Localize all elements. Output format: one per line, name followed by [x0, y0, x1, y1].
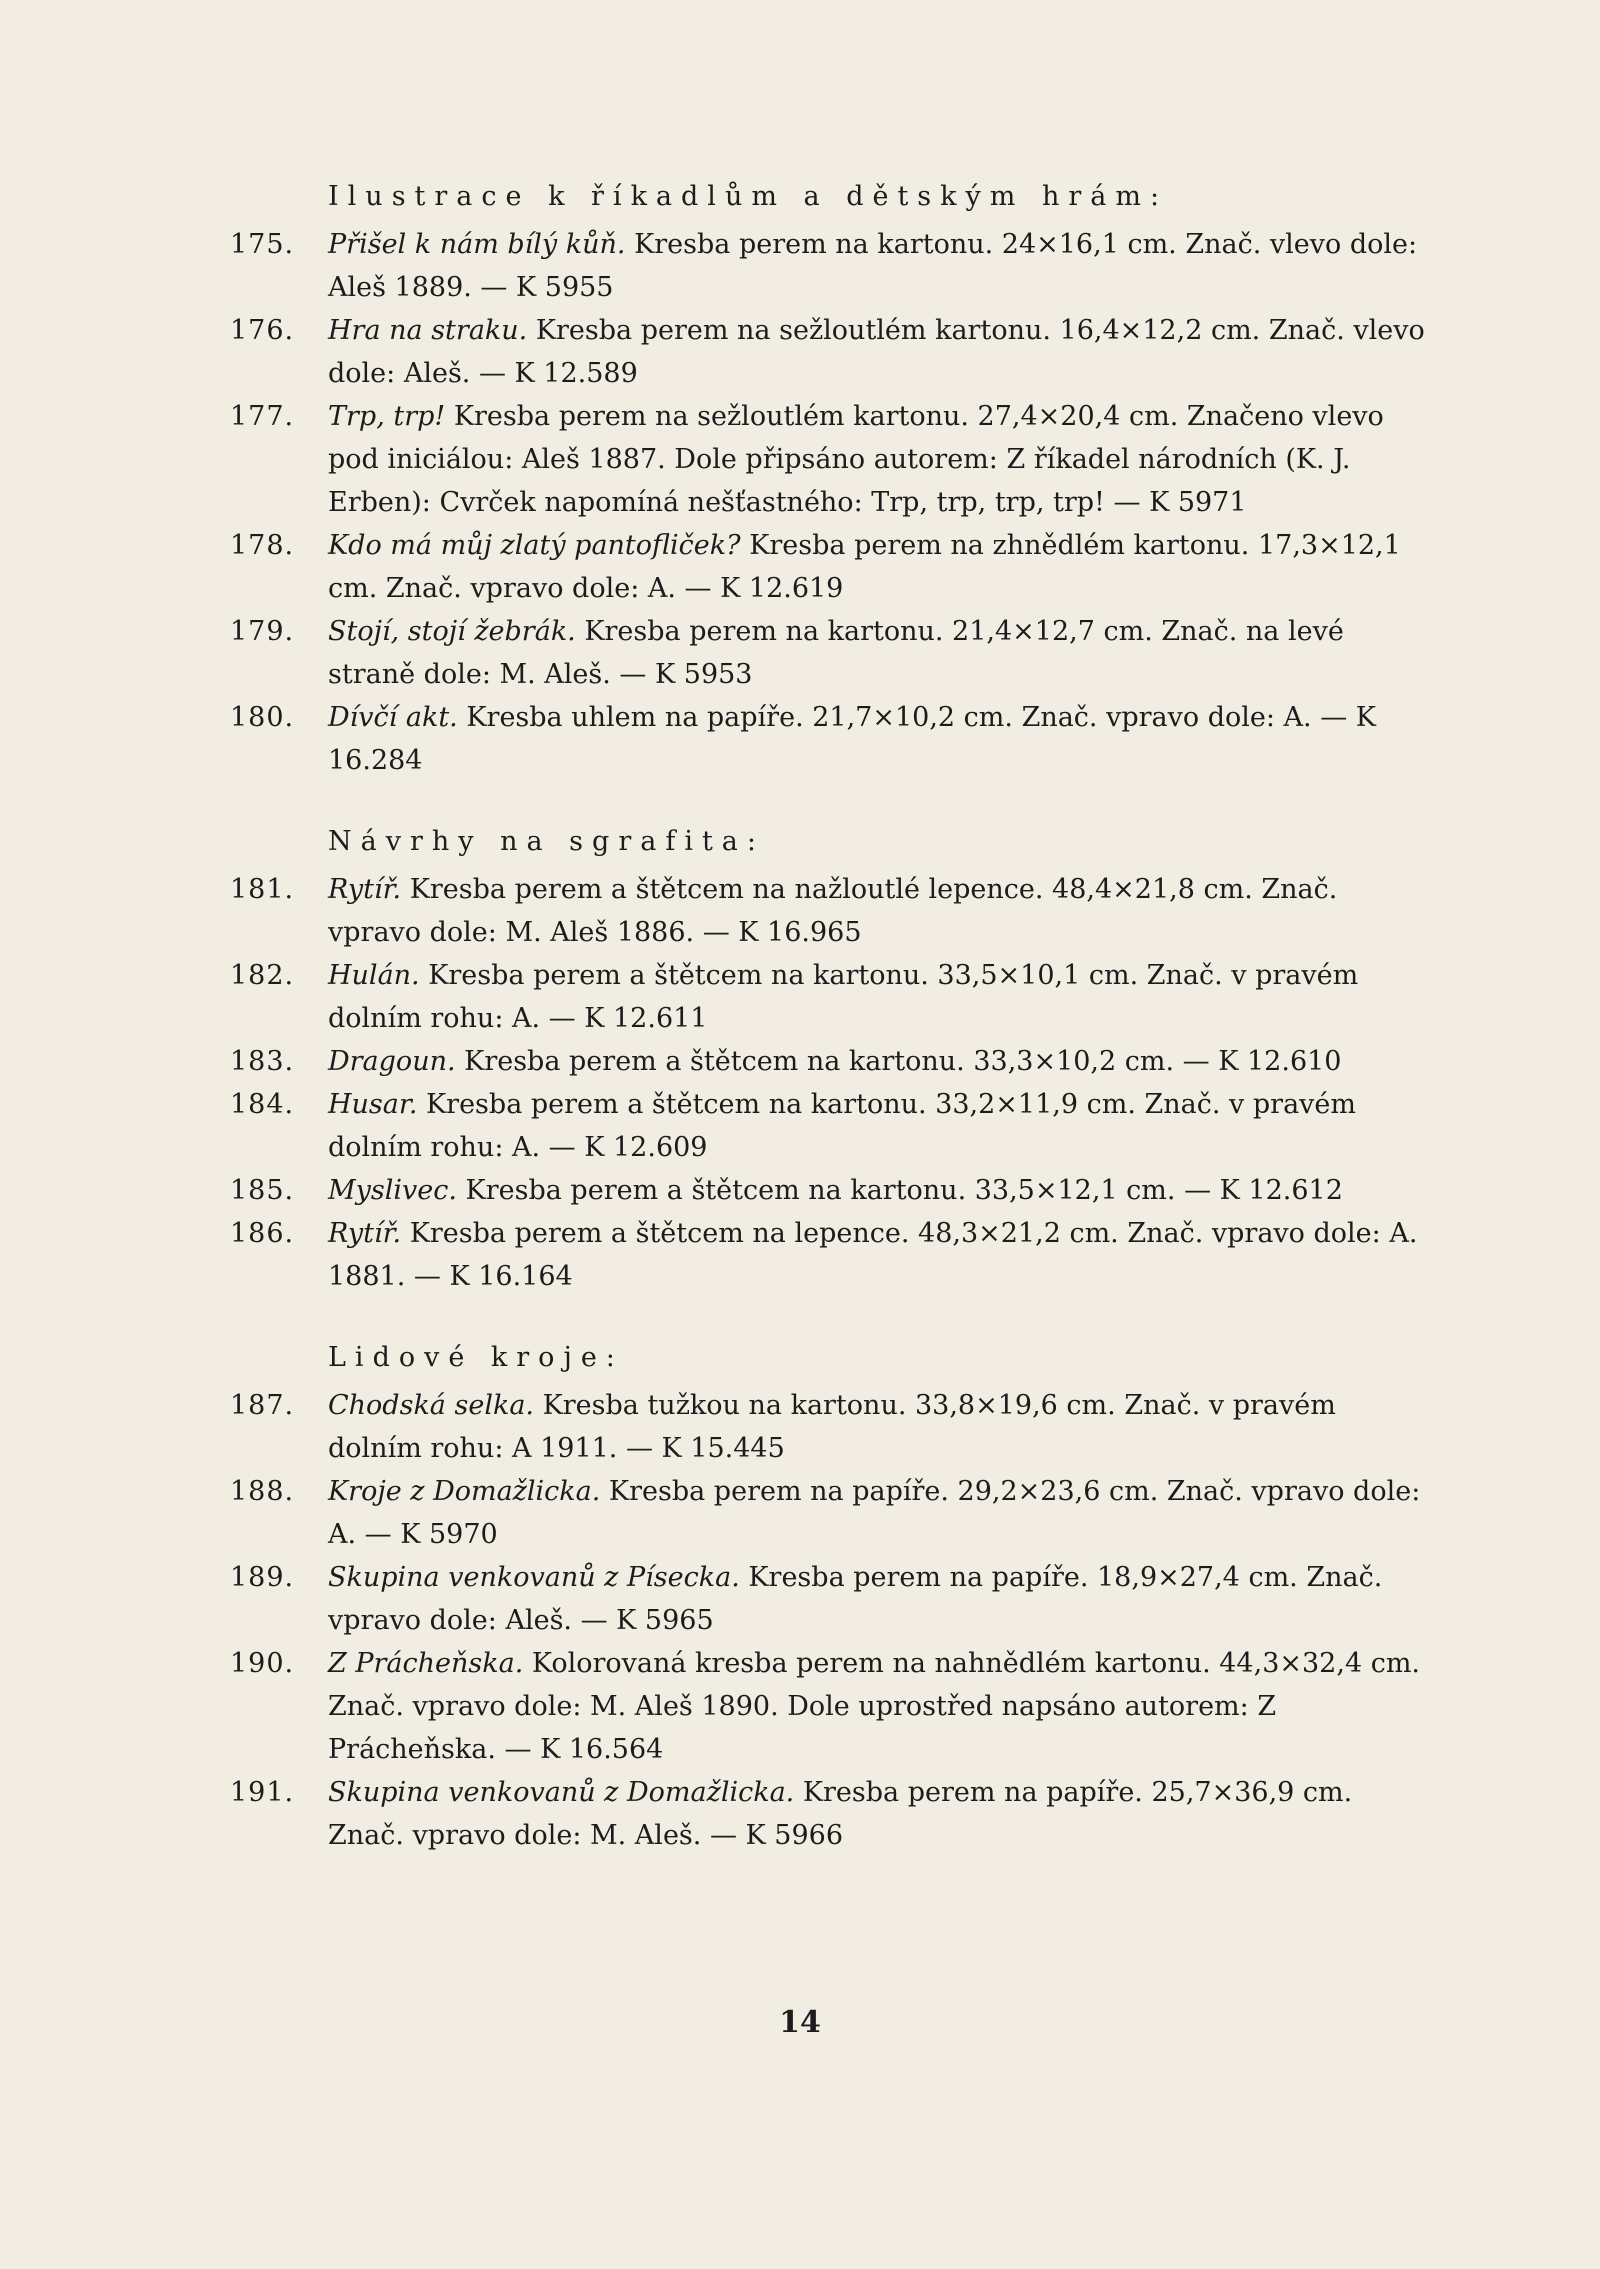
entry-title: Dragoun. — [328, 1046, 456, 1077]
page-number: 14 — [779, 2005, 821, 2040]
entry-text: Kresba perem na kartonu. 24×16,1 cm. Znač. vlevo dole: Aleš 1889. — K 5955 — [328, 229, 1418, 303]
entry-title: Stojí, stojí žebrák. — [328, 616, 576, 647]
entry-number: 175. — [230, 229, 295, 260]
entry-title: Z Prácheňska. — [328, 1648, 524, 1679]
entry-title: Chodská selka. — [328, 1390, 534, 1421]
entry-text: Kresba perem a štětcem na nažloutlé lepence. 48,4×21,8 cm. Znač. vpravo dole: M. Aleš 1886. — K 16.965 — [328, 874, 1338, 948]
catalog-entry — [230, 309, 1430, 395]
entry-title: Skupina venkovanů z Domažlicka. — [328, 1777, 795, 1808]
entry-text: Kolorovaná kresba perem na nahnědlém kartonu. 44,3×32,4 cm. Znač. vpravo dole: M. Aleš 1890. Dole uprostřed napsáno autorem: Z Prácheňska. — K 16.564 — [328, 1648, 1421, 1765]
catalog-entry — [230, 1384, 1430, 1470]
page-content — [230, 175, 1430, 1857]
entry-text: Kresba perem na sežloutlém kartonu. 16,4×12,2 cm. Znač. vlevo dole: Aleš. — K 12.589 — [328, 315, 1425, 389]
catalog-entry — [230, 223, 1430, 309]
entry-title: Skupina venkovanů z Písecka. — [328, 1562, 740, 1593]
catalog-entry — [230, 524, 1430, 610]
entry-title: Hulán. — [328, 960, 420, 991]
entry-number: 187. — [230, 1390, 295, 1421]
entry-title: Kdo má můj zlatý pantofliček? — [328, 530, 741, 561]
entry-number: 178. — [230, 530, 295, 561]
catalog-entry — [230, 1771, 1430, 1857]
entry-text: Kresba perem a štětcem na lepence. 48,3×21,2 cm. Znač. vpravo dole: A. 1881. — K 16.164 — [328, 1218, 1418, 1292]
entry-text: Kresba perem na papíře. 25,7×36,9 cm. Znač. vpravo dole: M. Aleš. — K 5966 — [328, 1777, 1353, 1851]
entry-text: Kresba perem na kartonu. 21,4×12,7 cm. Znač. na levé straně dole: M. Aleš. — K 5953 — [328, 616, 1344, 690]
entry-text: Kresba perem a štětcem na kartonu. 33,5×10,1 cm. Znač. v pravém dolním rohu: A. — K 12.611 — [328, 960, 1359, 1034]
catalog-entry — [230, 954, 1430, 1040]
entry-number: 183. — [230, 1046, 295, 1077]
entry-text: Kresba uhlem na papíře. 21,7×10,2 cm. Znač. vpravo dole: A. — K 16.284 — [328, 702, 1376, 776]
entry-title: Rytíř. — [328, 874, 402, 905]
entry-number: 180. — [230, 702, 295, 733]
entry-text: Kresba perem na sežloutlém kartonu. 27,4×20,4 cm. Značeno vlevo pod iniciálou: Aleš 1887. Dole připsáno autorem: Z říkadel národních (K. J. Erben): Cvrček napomíná nešťastného: Trp, trp, trp, trp! — K 5971 — [328, 401, 1384, 518]
entry-text: Kresba perem a štětcem na kartonu. 33,2×11,9 cm. Znač. v pravém dolním rohu: A. — K 12.609 — [328, 1089, 1357, 1163]
entry-title: Husar. — [328, 1089, 418, 1120]
entry-text: Kresba perem a štětcem na kartonu. 33,3×10,2 cm. — K 12.610 — [455, 1046, 1342, 1077]
entry-number: 176. — [230, 315, 295, 346]
entry-title: Přišel k nám bílý kůň. — [328, 229, 626, 260]
entry-title: Rytíř. — [328, 1218, 402, 1249]
entry-number: 189. — [230, 1562, 295, 1593]
catalog-entry — [230, 696, 1430, 782]
section-heading: Lidové kroje: — [328, 1342, 624, 1373]
entry-number: 179. — [230, 616, 295, 647]
section-heading: Ilustrace k říkadlům a dětským hrám: — [328, 181, 1169, 212]
entry-text: Kresba tužkou na kartonu. 33,8×19,6 cm. Znač. v pravém dolním rohu: A 1911. — K 15.445 — [328, 1390, 1336, 1464]
entry-title: Hra na straku. — [328, 315, 528, 346]
entry-number: 186. — [230, 1218, 295, 1249]
catalog-entry — [230, 1169, 1430, 1212]
entry-title: Dívčí akt. — [328, 702, 458, 733]
catalog-entry — [230, 1470, 1430, 1556]
catalog-entry — [230, 395, 1430, 524]
entry-title: Kroje z Domažlicka. — [328, 1476, 601, 1507]
entry-number: 185. — [230, 1175, 295, 1206]
entry-text: Kresba perem na zhnědlém kartonu. 17,3×12,1 cm. Znač. vpravo dole: A. — K 12.619 — [328, 530, 1401, 604]
entry-number: 181. — [230, 874, 295, 905]
catalog-entry — [230, 1083, 1430, 1169]
entry-title: Trp, trp! — [328, 401, 446, 432]
catalog-entry — [230, 1212, 1430, 1298]
entry-text: Kresba perem na papíře. 29,2×23,6 cm. Znač. vpravo dole: A. — K 5970 — [328, 1476, 1421, 1550]
entry-text: Kresba perem na papíře. 18,9×27,4 cm. Znač. vpravo dole: Aleš. — K 5965 — [328, 1562, 1383, 1636]
entry-number: 184. — [230, 1089, 295, 1120]
catalog-entry — [230, 1040, 1430, 1083]
catalog-entry — [230, 1556, 1430, 1642]
entry-number: 188. — [230, 1476, 295, 1507]
catalog-entry — [230, 610, 1430, 696]
entry-number: 182. — [230, 960, 295, 991]
catalog-entry — [230, 868, 1430, 954]
entry-number: 177. — [230, 401, 295, 432]
entry-number: 191. — [230, 1777, 295, 1808]
section-heading: Návrhy na sgrafita: — [328, 826, 765, 857]
entry-title: Myslivec. — [328, 1175, 457, 1206]
catalog-entry — [230, 1642, 1430, 1771]
entry-text: Kresba perem a štětcem na kartonu. 33,5×12,1 cm. — K 12.612 — [456, 1175, 1343, 1206]
entry-number: 190. — [230, 1648, 295, 1679]
